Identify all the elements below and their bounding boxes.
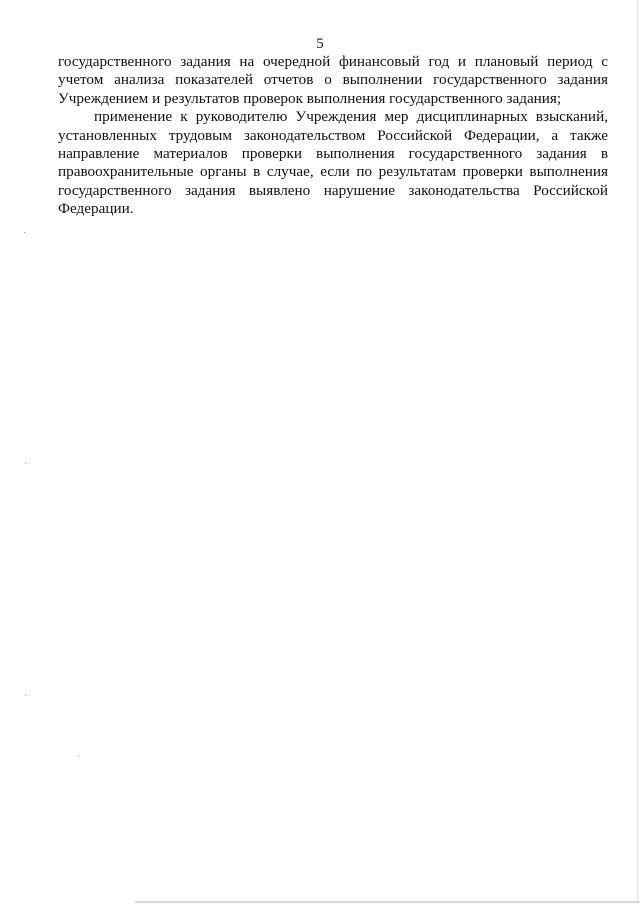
text-line: установленных трудовым законодательством Российской Федерации, а также: [58, 126, 608, 144]
document-body: [58, 53, 608, 219]
text-line: правоохранительные органы в случае, если по результатам проверки выполнения: [58, 163, 608, 181]
text-line: Федерации.: [58, 200, 134, 218]
scan-right-edge: [637, 0, 638, 905]
scan-bottom-edge: [135, 901, 640, 903]
text-line: учетом анализа показателей отчетов о выполнении государственного задания: [58, 71, 608, 89]
scan-speck: [25, 695, 26, 696]
paragraph-2: [58, 108, 608, 218]
scan-speck: [78, 755, 79, 756]
text-line: направление материалов проверки выполнения государственного задания в: [58, 145, 608, 163]
text-line: применение к руководителю Учреждения мер дисциплинарных взысканий,: [94, 108, 608, 126]
page-number: 5: [316, 36, 324, 52]
scan-speck: [25, 463, 26, 464]
scan-speck: [24, 232, 25, 233]
paragraph-1: [58, 53, 608, 108]
text-line: Учреждением и результатов проверок выполнения государственного задания;: [58, 89, 562, 107]
text-line: государственного задания на очередной финансовый год и плановый период с: [58, 53, 608, 70]
text-line: государственного задания выявлено нарушение законодательства Российской: [58, 181, 608, 199]
